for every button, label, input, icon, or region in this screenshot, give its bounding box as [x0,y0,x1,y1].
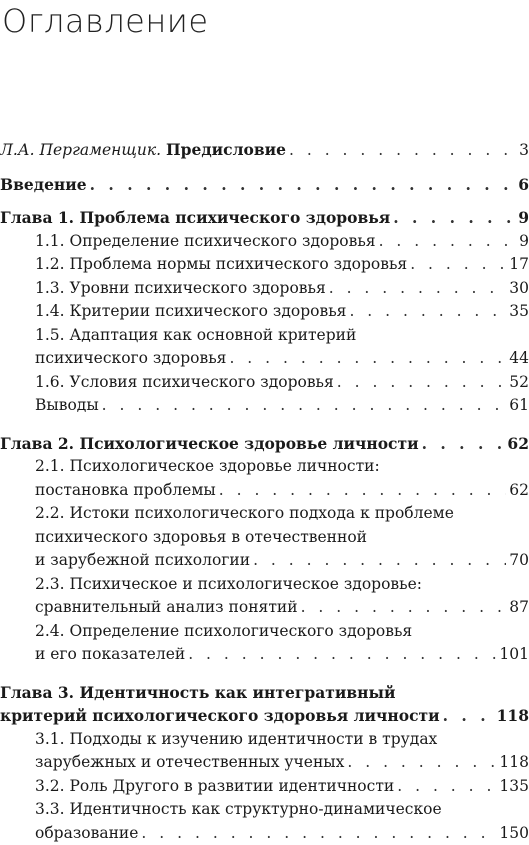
toc-entry-text [0,138,286,163]
toc-entry-preface[interactable] [0,138,529,163]
leader-dots [379,230,517,254]
leader-dots [289,139,516,163]
page-title: Оглавление [2,2,209,40]
leader-dots [301,596,507,620]
toc-entry-label: зарубежных и отечественных ученых [35,751,344,775]
leader-dots [253,549,506,573]
leader-dots [443,704,494,728]
toc-item[interactable] [0,479,529,503]
page-number: 17 [509,253,529,277]
page-number: 62 [509,479,529,503]
leader-dots [347,751,496,775]
toc-entry-label: психического здоровья [35,347,226,371]
toc-entry-label: и зарубежной психологии [35,549,250,573]
toc-entry-label: Предисловие [166,140,286,159]
page-number: 35 [509,300,529,324]
toc-chapter-3-line: Глава 3. Идентичность как интегративный [0,681,529,705]
toc-item-line: 2.3. Психическое и психологическое здоровье: [0,573,529,597]
toc-entry-label: Глава 2. Психологическое здоровье личности [0,432,419,456]
leader-dots [219,479,507,503]
toc-entry-label: 1.3. Уровни психического здоровья [35,277,326,301]
page-number: 118 [499,751,529,775]
toc-item[interactable] [0,822,529,845]
toc-entry-label: 1.1. Определение психического здоровья [35,230,376,254]
page-number: 30 [509,277,529,301]
toc-item-line: 2.2. Истоки психологического подхода к проблеме [0,502,529,526]
leader-dots [397,775,496,799]
toc-item[interactable] [0,596,529,620]
toc-entry-label: 3.2. Роль Другого в развитии идентичности [35,775,394,799]
toc-entry-label: Введение [0,173,87,197]
toc-item[interactable] [0,775,529,799]
page-number: 70 [509,549,529,573]
page-number: 52 [509,371,529,395]
toc-item[interactable] [0,751,529,775]
page-number: 6 [518,173,529,197]
page-number: 101 [499,643,529,667]
page-number: 87 [509,596,529,620]
toc-item[interactable] [0,394,529,418]
leader-dots [141,822,496,845]
toc-item-line: 2.1. Психологическое здоровье личности: [0,455,529,479]
table-of-contents [0,138,529,845]
toc-item[interactable] [0,253,529,277]
toc-entry-label: критерий психологического здоровья личности [0,704,440,728]
page-number: 62 [507,432,529,456]
leader-dots [329,277,507,301]
leader-dots [410,253,506,277]
toc-item[interactable] [0,277,529,301]
toc-item-line: психического здоровья в отечественной [0,526,529,550]
toc-item[interactable] [0,371,529,395]
toc-item-line: 2.4. Определение психологического здоровья [0,620,529,644]
toc-item-line: 3.3. Идентичность как структурно-динамическое [0,798,529,822]
toc-entry-label: и его показателей [35,643,185,667]
toc-entry-label: образование [35,822,138,845]
toc-entry-label: Глава 1. Проблема психического здоровья [0,206,390,230]
toc-entry-label: 1.4. Критерии психического здоровья [35,300,346,324]
toc-entry-label: 1.6. Условия психического здоровья [35,371,334,395]
leader-dots [337,371,506,395]
page-number: 3 [519,139,529,163]
toc-item[interactable] [0,549,529,573]
leader-dots [393,206,515,230]
toc-item-line: 1.5. Адаптация как основной критерий [0,324,529,348]
toc-chapter-2[interactable] [0,432,529,456]
page-number: 135 [499,775,529,799]
page-number: 118 [497,704,529,728]
page-number: 44 [509,347,529,371]
toc-entry-label: 1.2. Проблема нормы психического здоровья [35,253,407,277]
toc-chapter-1[interactable] [0,206,529,230]
author-name: Л.А. Пергаменщик. [0,141,161,159]
leader-dots [229,347,506,371]
page-number: 61 [509,394,529,418]
toc-item-line: 3.1. Подходы к изучению идентичности в трудах [0,728,529,752]
page-number: 150 [499,822,529,845]
leader-dots [102,394,507,418]
toc-entry-label: сравнительный анализ понятий [35,596,298,620]
toc-item[interactable] [0,230,529,254]
toc-item[interactable] [0,643,529,667]
toc-entry-label: Выводы [35,394,99,418]
toc-entry-label: постановка проблемы [35,479,216,503]
toc-item[interactable] [0,300,529,324]
leader-dots [349,300,506,324]
toc-item[interactable] [0,347,529,371]
toc-entry-intro[interactable] [0,173,529,197]
toc-chapter-3[interactable] [0,704,529,728]
page-number: 9 [519,230,529,254]
leader-dots [188,643,496,667]
leader-dots [422,432,505,456]
page-number: 9 [518,206,529,230]
leader-dots [90,173,516,197]
